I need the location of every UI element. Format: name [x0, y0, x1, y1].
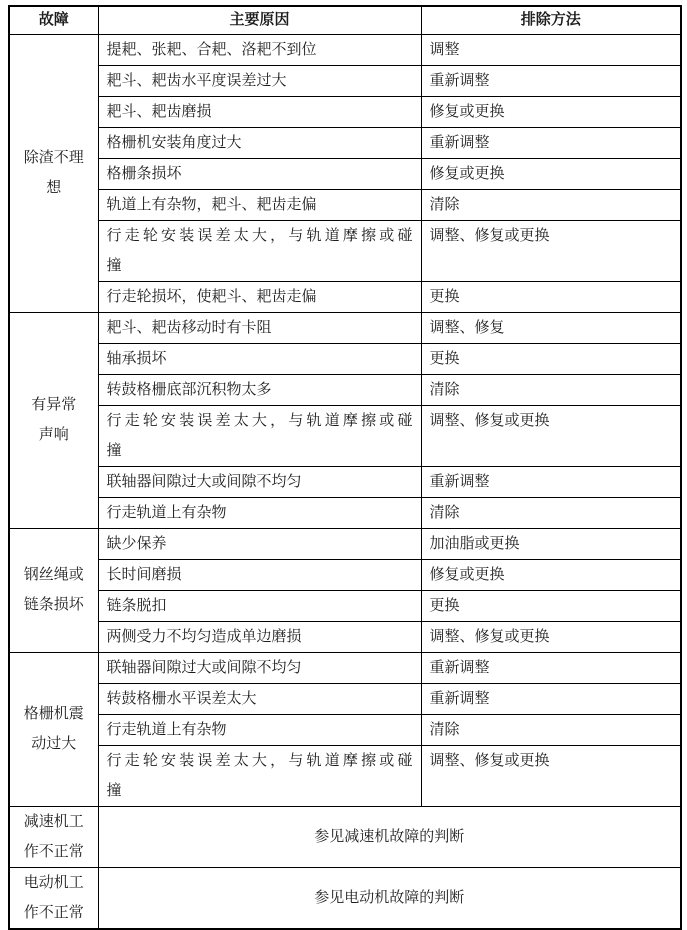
- fault-label-line: 减速机工: [23, 812, 84, 830]
- method-cell: 重新调整: [421, 652, 681, 683]
- method-cell: 调整、修复或更换: [421, 220, 681, 281]
- table-row: [9, 189, 681, 220]
- fault-label-line: 想: [46, 179, 62, 196]
- cause-cell: 格栅条损坏: [98, 158, 421, 189]
- table-row: [9, 466, 681, 497]
- cause-text-line: 撞: [106, 441, 122, 459]
- cause-cell: 联轴器间隙过大或间隙不均匀: [98, 652, 421, 683]
- cause-cell: 耙斗、耙齿水平度误差过大: [98, 65, 421, 96]
- table-row: [9, 127, 681, 158]
- method-cell: 调整、修复或更换: [421, 621, 681, 652]
- cause-cell: 轴承损坏: [98, 343, 421, 374]
- table-row: [9, 528, 681, 559]
- table-row: [9, 714, 681, 745]
- fault-cell: [9, 806, 98, 867]
- cause-cell: [98, 405, 421, 466]
- method-cell: 加油脂或更换: [421, 528, 681, 559]
- header-fault: 故障: [9, 6, 98, 34]
- method-cell: 调整、修复: [421, 312, 681, 343]
- method-cell: 修复或更换: [421, 158, 681, 189]
- cause-cell: 联轴器间隙过大或间隙不均匀: [98, 466, 421, 497]
- fault-cell: [9, 34, 98, 312]
- cause-cell: 长时间磨损: [98, 559, 421, 590]
- cause-cell: [98, 745, 421, 806]
- header-method: 排除方法: [421, 6, 681, 34]
- cause-text-line: 行走轮安装误差太大，与轨道摩擦或碰: [106, 226, 413, 244]
- method-cell: 调整、修复或更换: [421, 745, 681, 806]
- cause-cell: 转鼓格栅底部沉积物太多: [98, 374, 421, 405]
- table-row: [9, 590, 681, 621]
- table-row: [9, 806, 681, 867]
- fault-label-line: 作不正常: [23, 903, 84, 921]
- cause-cell: 耙斗、耙齿磨损: [98, 96, 421, 127]
- method-cell: 更换: [421, 281, 681, 312]
- table-row: [9, 374, 681, 405]
- fault-label-line: 声响: [38, 426, 69, 443]
- cause-cell: 行走轨道上有杂物: [98, 714, 421, 745]
- method-cell: 调整、修复或更换: [421, 405, 681, 466]
- table-row: [9, 745, 681, 806]
- table-row: [9, 312, 681, 343]
- method-cell: 清除: [421, 497, 681, 528]
- cause-cell: 行走轮损坏，使耙斗、耙齿走偏: [98, 281, 421, 312]
- cause-cell: 缺少保养: [98, 528, 421, 559]
- merged-note-cell: 参见减速机故障的判断: [98, 806, 681, 867]
- merged-note-cell: 参见电动机故障的判断: [98, 867, 681, 929]
- fault-label-line: 电动机工: [23, 873, 84, 891]
- fault-cell: [9, 528, 98, 652]
- fault-label-line: 除渣不理: [23, 149, 84, 166]
- table-row: [9, 405, 681, 466]
- fault-label-line: 钢丝绳或: [23, 566, 84, 583]
- cause-text-line: 撞: [106, 781, 122, 799]
- cause-text-line: 撞: [106, 256, 122, 274]
- table-row: [9, 497, 681, 528]
- fault-cell: [9, 867, 98, 929]
- header-row: [9, 6, 681, 34]
- table-row: [9, 34, 681, 65]
- cause-cell: 格栅机安装角度过大: [98, 127, 421, 158]
- fault-label-line: 有异常: [31, 396, 77, 413]
- table-row: [9, 621, 681, 652]
- cause-text-line: 行走轮安装误差太大，与轨道摩擦或碰: [106, 751, 413, 769]
- fault-label-line: 作不正常: [23, 842, 84, 860]
- method-cell: 更换: [421, 590, 681, 621]
- table-row: [9, 158, 681, 189]
- method-cell: 清除: [421, 189, 681, 220]
- table-row: [9, 683, 681, 714]
- method-cell: 重新调整: [421, 683, 681, 714]
- method-cell: 修复或更换: [421, 96, 681, 127]
- fault-cell: [9, 652, 98, 806]
- table-row: [9, 281, 681, 312]
- cause-text-line: 行走轮安装误差太大，与轨道摩擦或碰: [106, 411, 413, 429]
- fault-label-line: 动过大: [31, 735, 77, 752]
- fault-table-container: [8, 5, 682, 930]
- method-cell: 重新调整: [421, 466, 681, 497]
- fault-label-line: 格栅机震: [23, 705, 84, 722]
- cause-cell: 两侧受力不均匀造成单边磨损: [98, 621, 421, 652]
- cause-cell: 转鼓格栅水平误差太大: [98, 683, 421, 714]
- fault-troubleshooting-table: [8, 5, 682, 930]
- fault-label-line: 链条损坏: [23, 596, 84, 613]
- method-cell: 更换: [421, 343, 681, 374]
- table-row: [9, 652, 681, 683]
- method-cell: 修复或更换: [421, 559, 681, 590]
- table-row: [9, 65, 681, 96]
- header-cause: 主要原因: [98, 6, 421, 34]
- method-cell: 重新调整: [421, 65, 681, 96]
- method-cell: 调整: [421, 34, 681, 65]
- cause-cell: 轨道上有杂物，耙斗、耙齿走偏: [98, 189, 421, 220]
- cause-cell: [98, 220, 421, 281]
- table-row: [9, 867, 681, 929]
- method-cell: 清除: [421, 374, 681, 405]
- cause-cell: 链条脱扣: [98, 590, 421, 621]
- table-row: [9, 343, 681, 374]
- table-row: [9, 559, 681, 590]
- method-cell: 重新调整: [421, 127, 681, 158]
- method-cell: 清除: [421, 714, 681, 745]
- table-row: [9, 96, 681, 127]
- table-row: [9, 220, 681, 281]
- cause-cell: 行走轨道上有杂物: [98, 497, 421, 528]
- fault-cell: [9, 312, 98, 528]
- cause-cell: 提耙、张耙、合耙、洛耙不到位: [98, 34, 421, 65]
- cause-cell: 耙斗、耙齿移动时有卡阻: [98, 312, 421, 343]
